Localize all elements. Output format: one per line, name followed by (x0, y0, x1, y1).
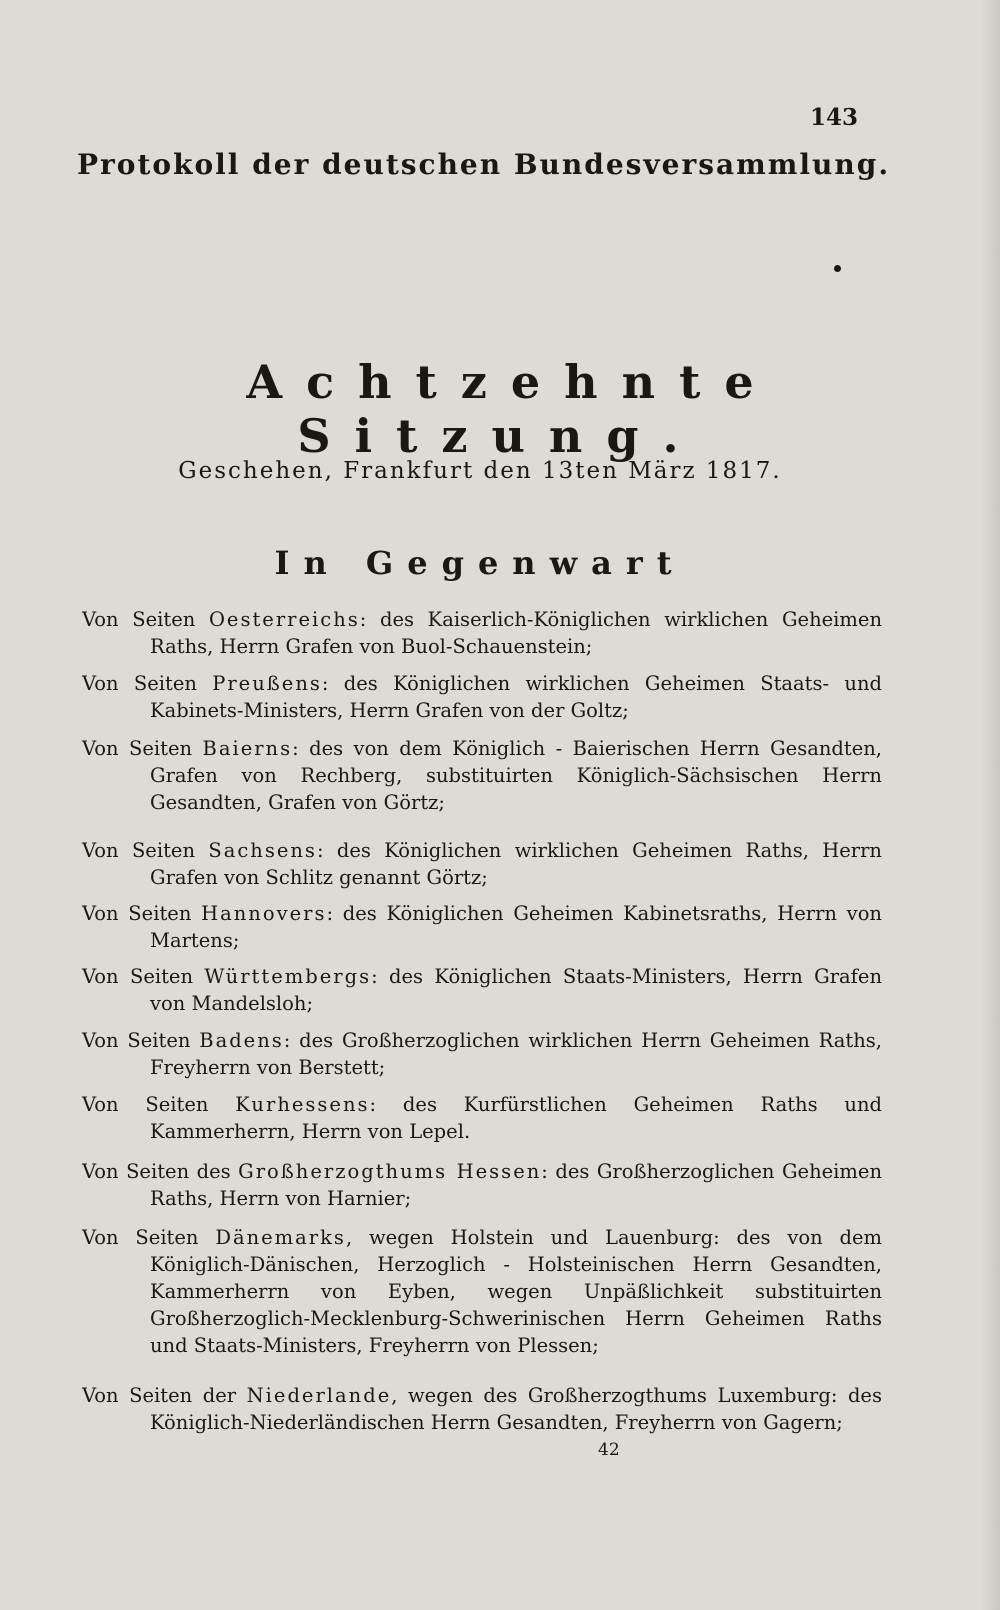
attendance-entry (82, 1224, 882, 1359)
page-number: 143 (809, 104, 858, 131)
entry-text: , wegen des Großherzogthums Luxemburg: des Königlich-Niederländischen Herrn Gesandten, Freyherrn von Gagern; (150, 1384, 882, 1434)
attendance-entry (82, 837, 882, 891)
entry-state: Großherzogthums Hessen (238, 1160, 542, 1183)
presence-heading: In Gegenwart (274, 544, 686, 582)
entry-lead: Von Seiten (82, 737, 203, 760)
attendance-entry (82, 735, 882, 816)
entry-text: : des Großherzoglichen Geheimen Raths, Herrn von Harnier; (150, 1160, 882, 1210)
entry-text: : des Kaiserlich-Königlichen wirklichen Geheimen Raths, Herrn Grafen von Buol-Schauenstein; (150, 608, 883, 658)
entry-lead: Von Seiten der (82, 1384, 247, 1407)
attendance-entry (82, 900, 882, 954)
entry-state: Oesterreichs (208, 608, 360, 631)
entry-lead: Von Seiten (82, 1226, 216, 1249)
entry-lead: Von Seiten des (82, 1160, 239, 1183)
attendance-entry (82, 1027, 882, 1081)
page-edge-shadow (982, 0, 1000, 1610)
entry-state: Dänemarks (215, 1226, 346, 1249)
entry-lead: Von Seiten (82, 902, 202, 925)
entry-text: : des Großherzoglichen wirklichen Herrn Geheimen Raths, Freyherrn von Berstett; (150, 1029, 882, 1079)
entry-state: Hannovers (201, 902, 327, 925)
entry-lead: Von Seiten (82, 1093, 236, 1116)
entry-state: Kurhessens (235, 1093, 370, 1116)
entry-text: : des Königlichen wirklichen Geheimen Staats- und Kabinets-Ministers, Herrn Grafen von der Goltz; (150, 672, 882, 722)
ink-spot (834, 265, 841, 272)
entry-text: : des Königlichen wirklichen Geheimen Raths, Herrn Grafen von Schlitz genannt Görtz; (150, 839, 882, 889)
date-line: Geschehen, Frankfurt den 13ten März 1817. (178, 458, 782, 484)
running-head: Protokoll der deutschen Bundesversammlung. (77, 148, 891, 181)
entry-state: Niederlande (246, 1384, 392, 1407)
attendance-entry (82, 1382, 882, 1436)
entry-state: Badens (199, 1029, 284, 1052)
entry-text: , wegen Holstein und Lauenburg: des von dem Königlich-Dänischen, Herzoglich - Holsteinischen Herrn Gesandten, Kammerherrn von Eyben, wegen Unpäßlichkeit substituirten Großherzoglich-Mecklenburg-Schwerinischen Herrn Geheimen Raths und Staats-Ministers, Freyherrn von Plessen; (150, 1226, 882, 1357)
entry-lead: Von Seiten (82, 1029, 200, 1052)
attendance-entry (82, 606, 882, 660)
entry-lead: Von Seiten (82, 839, 209, 862)
entry-lead: Von Seiten (82, 608, 209, 631)
entry-text: : des Königlichen Geheimen Kabinetsraths, Herrn von Martens; (150, 902, 882, 952)
attendance-entry (82, 670, 882, 724)
session-title: Achtzehnte Sitzung. (246, 355, 778, 463)
entry-lead: Von Seiten (82, 672, 213, 695)
entry-state: Sachsens (208, 839, 317, 862)
entry-state: Baierns (202, 737, 293, 760)
attendance-entry (82, 1158, 882, 1212)
entry-state: Preußens (212, 672, 322, 695)
entry-text: : des von dem Königlich - Baierischen Herrn Gesandten, Grafen von Rechberg, substituirten Königlich-Sächsischen Herrn Gesandten, Grafen von Görtz; (150, 737, 883, 814)
entry-text: : des Königlichen Staats-Ministers, Herrn Grafen von Mandelsloh; (150, 965, 882, 1015)
entry-text: : des Kurfürstlichen Geheimen Raths und Kammerherrn, Herrn von Lepel. (150, 1093, 883, 1143)
entry-lead: Von Seiten (82, 965, 205, 988)
attendance-entry (82, 1091, 882, 1145)
signature-mark: 42 (598, 1440, 620, 1460)
attendance-entry (82, 963, 882, 1017)
entry-state: Württembergs (204, 965, 372, 988)
